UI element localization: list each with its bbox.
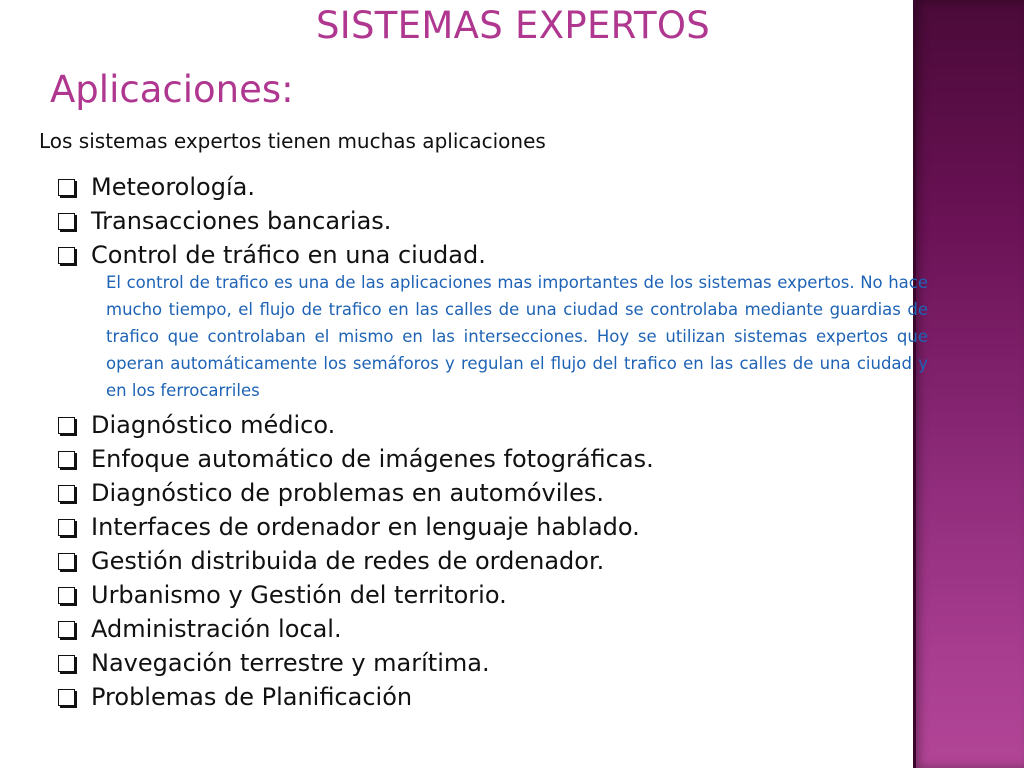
- checkbox-square-icon: [58, 179, 75, 196]
- checkbox-square-icon: [58, 587, 75, 604]
- list-item: [58, 578, 918, 612]
- checkbox-square-icon: [58, 485, 75, 502]
- list-item: [58, 544, 918, 578]
- checkbox-square-icon: [58, 519, 75, 536]
- decorative-side-bar: [913, 0, 1024, 768]
- traffic-control-note: El control de trafico es una de las aplicaciones mas importantes de los sistemas expertos. No hace mucho tiempo, el flujo de trafico en las calles de una ciudad se controlaba mediante guardias de trafico que controlaban el mismo en las intersecciones. Hoy se utilizan sistemas expertos que operan automáticamente los semáforos y regulan el flujo del trafico en las calles de una ciudad y en los ferrocarriles: [106, 273, 928, 400]
- list-item-label: Diagnóstico médico.: [91, 411, 336, 439]
- list-item: [58, 408, 918, 442]
- list-item: [58, 612, 918, 646]
- list-item: [58, 680, 918, 714]
- list-item-label: Interfaces de ordenador en lenguaje hablado.: [91, 513, 640, 541]
- list-item-label: Navegación terrestre y marítima.: [91, 649, 490, 677]
- list-item-label: Enfoque automático de imágenes fotográficas.: [91, 445, 654, 473]
- list-item-note: [58, 269, 928, 404]
- checkbox-square-icon: [58, 247, 75, 264]
- applications-list: [58, 170, 928, 714]
- slide-title: SISTEMAS EXPERTOS: [316, 4, 711, 47]
- list-item: [58, 646, 918, 680]
- list-item-label: Urbanismo y Gestión del territorio.: [91, 581, 507, 609]
- list-item: [58, 170, 918, 204]
- section-heading: Aplicaciones:: [50, 68, 294, 111]
- checkbox-square-icon: [58, 451, 75, 468]
- intro-text: Los sistemas expertos tienen muchas aplicaciones: [39, 129, 546, 153]
- checkbox-square-icon: [58, 689, 75, 706]
- checkbox-square-icon: [58, 621, 75, 638]
- list-item-label: Control de tráfico en una ciudad.: [91, 241, 486, 269]
- list-item-label: Meteorología.: [91, 173, 255, 201]
- checkbox-square-icon: [58, 417, 75, 434]
- list-item: [58, 442, 918, 476]
- list-item-label: Transacciones bancarias.: [91, 207, 392, 235]
- list-item: [58, 238, 918, 272]
- list-item: [58, 476, 918, 510]
- list-item-label: Administración local.: [91, 615, 342, 643]
- checkbox-square-icon: [58, 213, 75, 230]
- list-item-label: Gestión distribuida de redes de ordenador.: [91, 547, 605, 575]
- list-item-label: Problemas de Planificación: [91, 683, 413, 711]
- list-item-label: Diagnóstico de problemas en automóviles.: [91, 479, 604, 507]
- checkbox-square-icon: [58, 553, 75, 570]
- checkbox-square-icon: [58, 655, 75, 672]
- list-item: [58, 510, 918, 544]
- list-item: [58, 204, 918, 238]
